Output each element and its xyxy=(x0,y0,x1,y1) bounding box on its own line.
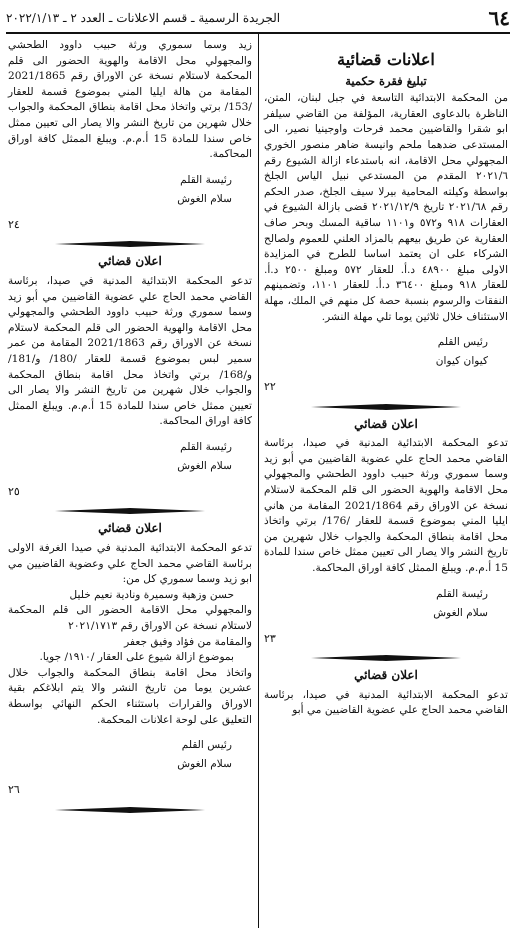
notice-body: من المحكمة الابتدائية التاسعة في جبل لبنان، المتن، الناظرة بالدعاوى العقارية، المؤلفة من القاضي سيلفر ابو شقرا والقاضيين محمد فرحات واوجينيا نصير، الى المستدعى ضدهما ملحم وانيسة ضاهر منصور الخوري المجهولي محل الاقامة، انه باستدعاء ازالة الشيوع رقم ٢٠٢١/٦ المقدم من المستدعي نبيل الياس الجلخ بواسطة وكيلته المحامية بيرلا سيف الجلخ، صدر الحكم رقم ٢٠٢١/٦٨ تاريخ ٢٠٢١/١٢/٩ قضى بازالة الشيوع في العقارات ٩١٨ و٥٧٢ و١١٠١ ساقية المسك وبحر صاف العقارية عن طريق بيعهم بالمزاد العلني للعموم ولصالح الشركاء على ان يعتمد اساسا للطرح في المزايدة الاولى مبلغ ٤٨٩٠٠ د.أ. للعقار ٥٧٢ ومبلغ ٢٥٠٠ د.أ. للعقار ٩١٨ ومبلغ ٣٦٤٠٠ د.أ. للعقار ١١٠١، وتضمينهم النفقات والرسوم بنسبة حصة كل منهم في الملك، مهلة الاستئناف خلال ثلاثين يوما تلي مهلة النشر. xyxy=(264,92,509,323)
notice-intro: تدعو المحكمة الابتدائية المدنية في صيدا الغرفة الاولى برئاسة القاضي محمد الحاج علي وعضوية القاضيين مي ابو زيد وسما سموري كل من: xyxy=(8,542,252,586)
signature xyxy=(264,585,488,623)
notice-body: زيد وسما سموري ورثة حبيب داوود الطحشي والمجهولي محل الاقامة والهوية الحضور الى قلم المحكمة لاستلام نسخة عن الاوراق رقم 2021/1865 المقامة من هالة ايليا المني بموضوع قسمة للعقار /153/ برتي واتخاذ محل اقامة بنطاق المحكمة والجواب خلال شهرين من تاريخ النشر والا يصار الى تعيين ممثل خاص سندا للمادة 15 أ.م.م. ويبلغ الممثل كافة اوراق المحاكمة. xyxy=(8,39,252,161)
signature-name: سلام الغوش xyxy=(433,606,488,619)
signature-title: رئيسة القلم xyxy=(180,440,232,453)
signature-name: سلام الغوش xyxy=(177,459,232,472)
separator-ornament xyxy=(264,403,508,411)
notice-body: تدعو المحكمة الابتدائية المدنية في صيدا، برئاسة القاضي محمد الحاج علي عضوية القاضيين مي أبو xyxy=(264,688,508,717)
notice-line: والمجهولي محل الاقامة الحضور الى قلم المحكمة لاستلام نسخة عن الاوراق رقم ٢٠٢١/١٧١٣ xyxy=(8,604,252,633)
notice-heading: اعلان قضائي xyxy=(98,254,162,269)
header-title: الجريدة الرسمية ـ قسم الاعلانات ـ العدد ٢ ـ ٢٠٢٢/١/١٣ xyxy=(6,11,281,25)
notice-3 xyxy=(264,668,508,719)
separator-ornament xyxy=(8,240,252,248)
signature xyxy=(8,171,232,209)
separator-ornament xyxy=(8,507,252,515)
notice-body: واتخاذ محل اقامة بنطاق المحكمة والجواب خلال عشرين يوما من تاريخ النشر والا يتم ابلاغكم بقية الاوراق والقرارات باستثناء الحكم النهائي بواسطة التعليق على لوحة اعلانات المحكمة. xyxy=(8,666,252,726)
notice-number: ٢٣ xyxy=(264,631,276,645)
notice-number: ٢٤ xyxy=(8,217,20,231)
notice-body: تدعو المحكمة الابتدائية المدنية في صيدا، برئاسة القاضي محمد الحاج علي عضوية القاضيين مي أبو زيد وسما سموري ورثة حبيب داوود الطحشي والمجهولي محل الاقامة والهوية الحضور الى قلم المحكمة لاستلام نسخة عن الاوراق رقم 2021/1863 المقامة من عمر سمير لبس بموضوع قسمة للعقار /180/ و/181/ و/168/ برتي واتخاذ محل اقامة بنطاق المحكمة والجواب خلال شهرين من تاريخ النشر والا يصار الى تعيين ممثل خاص سندا للمادة 15 أ.م.م. ويبلغ الممثل كافة اوراق المحاكمة. xyxy=(8,274,253,428)
signature-name: سلام الغوش xyxy=(177,192,232,205)
signature xyxy=(8,438,232,476)
notice-4 xyxy=(8,254,252,515)
signature-title: رئيسة القلم xyxy=(180,173,232,186)
notice-line: والمقامة من فؤاد وفيق جعفر xyxy=(124,635,252,648)
notice-line: بموضوع ازالة شيوع على العقار /١٩١٠/ جويا. xyxy=(39,651,234,664)
notice-number: ٢٦ xyxy=(8,783,20,797)
signature-name: كيوان كيوان xyxy=(435,355,488,368)
signature-name: سلام الغوش xyxy=(177,758,232,771)
signature-title: رئيس القلم xyxy=(437,336,488,349)
right-column xyxy=(264,38,508,719)
notice-1 xyxy=(264,74,508,411)
notice-2 xyxy=(264,417,508,663)
notice-5 xyxy=(8,521,252,813)
notice-number: ٢٢ xyxy=(264,380,276,394)
left-column xyxy=(8,38,252,820)
signature-title: رئيسة القلم xyxy=(436,587,488,600)
notice-line: حسن وزهية وسميرة ونادية نعيم خليل xyxy=(69,588,234,601)
section-title: اعلانات قضائية xyxy=(337,50,435,69)
notice-heading: اعلان قضائي xyxy=(98,521,162,536)
separator-ornament xyxy=(8,806,252,814)
column-divider xyxy=(258,34,259,928)
notice-number: ٢٥ xyxy=(8,484,20,498)
page-header xyxy=(6,6,510,30)
signature xyxy=(264,333,488,371)
notice-body: تدعو المحكمة الابتدائية المدنية في صيدا، برئاسة القاضي محمد الحاج علي عضوية القاضيين مي أبو زيد وسما سموري ورثة حبيب داوود الطحشي والمجهولي محل الاقامة والهوية الحضور الى قلم المحكمة لاستلام نسخة عن الاوراق رقم 2021/1864 المقامة من هاني ايليا المني بموضوع قسمة للعقار /176/ برتي واتخاذ محل اقامة بنطاق المحكمة والجواب خلال شهرين من تاريخ النشر والا يصار الى تعيين ممثل خاص سندا للمادة 15 أ.م.م. ويبلغ الممثل كافة اوراق المحاكمة. xyxy=(264,437,508,575)
signature-title: رئيس القلم xyxy=(181,739,232,752)
page-number: ٦٤ xyxy=(488,6,510,30)
signature xyxy=(8,736,232,774)
notice-heading: تبليغ فقرة حكمية xyxy=(345,73,427,88)
notice-continued xyxy=(8,38,252,248)
separator-ornament xyxy=(264,654,508,662)
notice-heading: اعلان قضائي xyxy=(354,668,418,683)
notice-heading: اعلان قضائي xyxy=(354,416,418,431)
